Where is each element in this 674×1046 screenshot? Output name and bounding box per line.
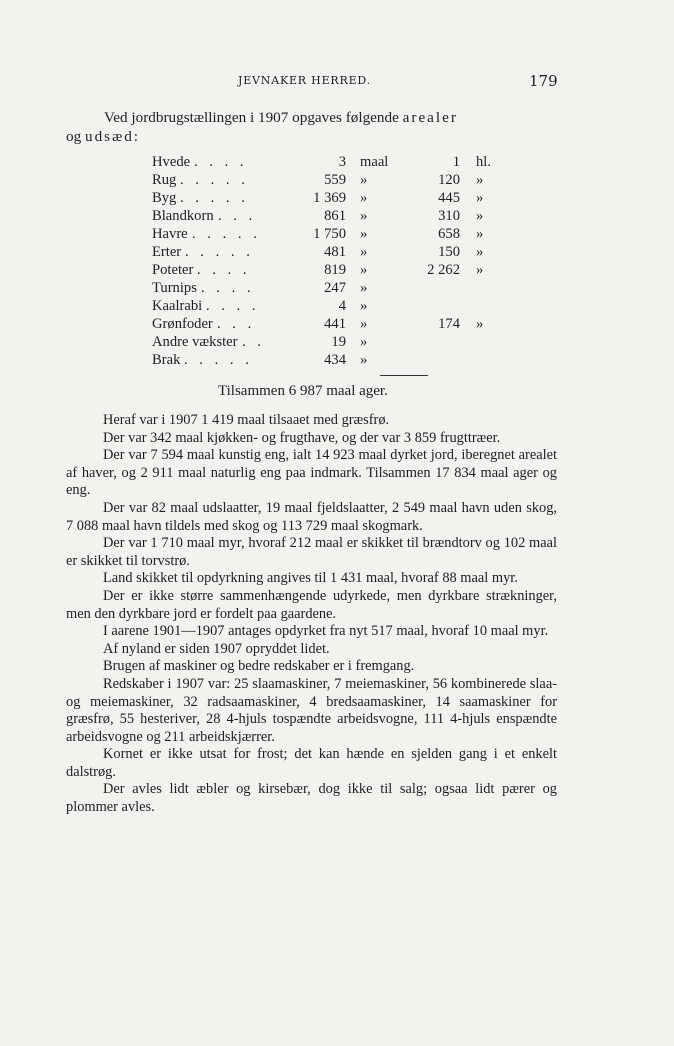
crop-area-unit: » bbox=[360, 316, 368, 332]
crop-name: Kaalrabi bbox=[152, 298, 203, 314]
intro-line-2 bbox=[66, 127, 556, 146]
leader-dots: . . . . . bbox=[192, 226, 261, 242]
paragraph: Heraf var i 1907 1 419 maal tilsaaet med græsfrø. bbox=[103, 412, 390, 428]
leader-dots: . . . . bbox=[197, 262, 251, 278]
crop-area-unit: » bbox=[360, 208, 368, 224]
paragraph: Af nyland er siden 1907 opryddet lidet. bbox=[103, 640, 330, 657]
crop-seed: 445 bbox=[438, 190, 460, 206]
page-number: 179 bbox=[529, 72, 558, 90]
leader-dots: . . bbox=[242, 334, 265, 350]
crop-seed-unit: » bbox=[476, 244, 484, 260]
crop-area: 819 bbox=[324, 262, 346, 278]
crop-name: Andre vækster bbox=[152, 334, 238, 350]
crop-area-unit: » bbox=[360, 298, 368, 314]
total-line: Tilsammen 6 987 maal ager. bbox=[218, 383, 388, 399]
crop-name: Erter bbox=[152, 244, 182, 260]
crop-seed: 150 bbox=[438, 244, 460, 260]
crop-seed-unit: » bbox=[476, 316, 484, 332]
paragraph: Redskaber i 1907 var: 25 slaamaskiner, 7 meiemaskiner, 56 kombinerede slaa- og meiemaskiner, 32 radsaamaskiner, 4 bredsaamaskiner, 14 saamaskiner for græsfrø, 55 hesteriver, 28 4-hjuls tospændte arbeidsvogne, 111 4-hjuls enspændte arbeidsvogne og 211 arbeidskjærrer. bbox=[66, 675, 557, 745]
crop-area: 481 bbox=[324, 244, 346, 260]
running-title: JEVNAKER HERRED. bbox=[238, 74, 371, 87]
crop-area: 441 bbox=[324, 316, 346, 332]
crop-seed: 310 bbox=[438, 208, 460, 224]
body-text bbox=[66, 412, 557, 817]
leader-dots: . . . . bbox=[201, 280, 255, 296]
intro-emphasis-arealer: arealer bbox=[402, 109, 458, 126]
crop-area: 1 369 bbox=[313, 190, 346, 206]
crop-seed-unit: » bbox=[476, 262, 484, 278]
page-header bbox=[0, 74, 674, 94]
crop-name: Brak bbox=[152, 352, 181, 368]
intro-line-1 bbox=[66, 108, 556, 127]
intro-line-1-text: Ved jordbrugstællingen i 1907 opgaves følgende bbox=[104, 109, 403, 126]
crop-area-unit: maal bbox=[360, 154, 389, 170]
leader-dots: . . . bbox=[217, 316, 256, 332]
leader-dots: . . . . bbox=[206, 298, 260, 314]
crop-name: Rug bbox=[152, 172, 177, 188]
paragraph: Der var 82 maal udslaatter, 19 maal fjeldslaatter, 2 549 maal havn uden skog, 7 088 maal havn tildels med skog og 113 729 maal skogmark. bbox=[66, 499, 557, 534]
crop-seed: 174 bbox=[438, 316, 460, 332]
intro-text bbox=[66, 108, 556, 146]
crop-area-unit: » bbox=[360, 280, 368, 296]
crop-area-unit: » bbox=[360, 172, 368, 188]
crop-area-unit: » bbox=[360, 226, 368, 242]
paragraph: Kornet er ikke utsat for frost; det kan hænde en sjelden gang i et enkelt dalstrøg. bbox=[66, 746, 557, 780]
crop-seed: 120 bbox=[438, 172, 460, 188]
paragraph: Der er ikke større sammenhængende udyrkede, men dyrkbare strækninger, men den dyrkbare jord er fordelt paa gaardene. bbox=[66, 587, 557, 622]
crop-seed: 2 262 bbox=[427, 262, 460, 278]
paragraph: Brugen af maskiner og bedre redskaber er i fremgang. bbox=[103, 658, 415, 675]
paragraph: Der var 1 710 maal myr, hvoraf 212 maal er skikket til brændtorv og 102 maal er skikket til torvstrø. bbox=[66, 535, 557, 569]
crop-seed: 658 bbox=[438, 226, 460, 242]
crop-seed-unit: hl. bbox=[476, 154, 491, 170]
crop-area-unit: » bbox=[360, 244, 368, 260]
crop-name: Blandkorn bbox=[152, 208, 214, 224]
crop-name: Grønfoder bbox=[152, 316, 213, 332]
crop-name: Byg bbox=[152, 190, 177, 206]
leader-dots: . . . . . bbox=[185, 244, 254, 260]
intro-emphasis-udsaed: udsæd: bbox=[84, 128, 141, 145]
crop-area: 247 bbox=[324, 280, 346, 296]
crop-seed-unit: » bbox=[476, 190, 484, 206]
crop-area-unit: » bbox=[360, 334, 368, 350]
leader-dots: . . . bbox=[218, 208, 257, 224]
paragraph: Land skikket til opdyrkning angives til 1 431 maal, hvoraf 88 maal myr. bbox=[103, 570, 518, 587]
paragraph: I aarene 1901—1907 antages opdyrket fra nyt 517 maal, hvoraf 10 maal myr. bbox=[103, 623, 549, 640]
crop-seed-unit: » bbox=[476, 226, 484, 242]
crop-seed-unit: » bbox=[476, 208, 484, 224]
crop-name: Havre bbox=[152, 226, 188, 242]
leader-dots: . . . . . bbox=[180, 190, 249, 206]
crop-seed: 1 bbox=[452, 154, 460, 170]
leader-dots: . . . . . bbox=[184, 352, 253, 368]
crop-area: 434 bbox=[324, 352, 346, 368]
crop-area: 3 bbox=[338, 154, 346, 170]
crop-area-unit: » bbox=[360, 352, 368, 368]
crop-seed-unit: » bbox=[476, 172, 484, 188]
crop-name: Turnips bbox=[152, 280, 197, 296]
crop-name: Poteter bbox=[152, 262, 194, 278]
paragraph: Der avles lidt æbler og kirsebær, dog ikke til salg; ogsaa lidt pærer og plommer avles. bbox=[66, 781, 557, 816]
crop-name: Hvede bbox=[152, 154, 191, 170]
crop-area-unit: » bbox=[360, 262, 368, 278]
crop-area: 1 750 bbox=[313, 226, 346, 242]
total-rule bbox=[380, 375, 428, 376]
intro-line-2-text: og bbox=[66, 128, 85, 145]
crop-area: 861 bbox=[324, 208, 346, 224]
crop-area-unit: » bbox=[360, 190, 368, 206]
paragraph: Der var 342 maal kjøkken- og frugthave, og der var 3 859 frugttræer. bbox=[103, 429, 501, 446]
crop-area: 559 bbox=[324, 172, 346, 188]
crop-area: 4 bbox=[338, 298, 346, 314]
paragraph: Der var 7 594 maal kunstig eng, ialt 14 923 maal dyrket jord, iberegnet arealet af haver, og 2 911 maal naturlig eng paa indmark. Tilsammen 17 834 maal ager og eng. bbox=[66, 447, 557, 499]
crop-area: 19 bbox=[331, 334, 346, 350]
leader-dots: . . . . . bbox=[180, 172, 249, 188]
leader-dots: . . . . bbox=[194, 154, 248, 170]
